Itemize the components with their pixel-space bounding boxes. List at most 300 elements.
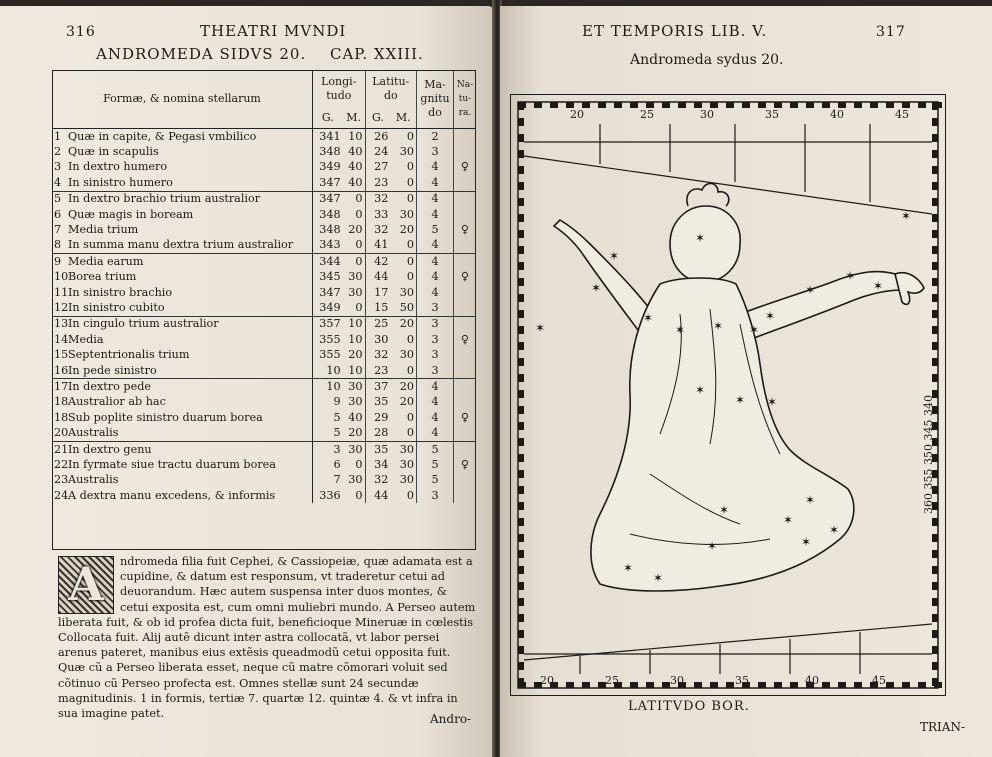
latitude-minutes: 0 — [390, 254, 416, 270]
checker-square — [518, 630, 524, 638]
star-number: 2 — [54, 145, 62, 159]
checker-square — [932, 646, 938, 654]
header-longitudo: Longi-tudo — [313, 70, 366, 107]
longitude-degrees: 355 — [313, 347, 343, 362]
star-name-cell — [52, 379, 313, 395]
star-name-cell — [52, 316, 313, 332]
longitude-degrees: 345 — [313, 270, 343, 285]
nature: ♀ — [454, 270, 477, 285]
checker-square — [518, 262, 524, 270]
bottom-scale-4: 35 — [735, 674, 749, 687]
svg-text:✶: ✶ — [718, 503, 730, 517]
table-row — [52, 144, 476, 159]
longitude-minutes: 40 — [348, 160, 363, 174]
nature — [454, 425, 477, 441]
commentary-paragraph — [58, 554, 476, 721]
svg-text:✶: ✶ — [872, 279, 884, 293]
decorated-initial: A — [58, 556, 114, 614]
checker-square — [932, 358, 938, 366]
longitude-minutes: 30 — [343, 441, 365, 457]
checker-square — [886, 682, 894, 688]
star-name: Quæ in scapulis — [68, 145, 159, 159]
checker-square — [694, 682, 702, 688]
checker-square — [854, 682, 862, 688]
checker-square — [854, 102, 862, 108]
bottom-scale-1: 20 — [540, 674, 554, 687]
checker-square — [932, 230, 938, 238]
right-subhead: Andromeda sydus 20. — [630, 52, 784, 68]
star-name-cell — [52, 207, 313, 222]
checker-square — [518, 310, 524, 318]
catchword-left: Andro- — [430, 712, 472, 726]
checker-square — [932, 198, 938, 206]
checker-square — [932, 582, 938, 590]
star-name: In dextro humero — [68, 160, 168, 174]
star-number: 21 — [54, 442, 69, 456]
checker-square — [932, 342, 938, 350]
checker-square — [932, 518, 938, 526]
longitude-degrees: 5 — [313, 425, 343, 441]
latitude-minutes: 0 — [406, 363, 414, 377]
longitude-degrees: 355 — [313, 332, 343, 347]
nature — [454, 175, 477, 191]
table-row — [52, 207, 476, 222]
star-name: Quæ in capite, & Pegasi vmbilico — [68, 129, 257, 143]
latitude-degrees: 35 — [365, 441, 390, 457]
latitude-degrees: 28 — [365, 425, 390, 441]
latitude-minutes: 0 — [406, 332, 414, 346]
star-number: 18 — [54, 410, 69, 424]
svg-text:✶: ✶ — [844, 269, 856, 283]
magnitude: 4 — [417, 425, 454, 441]
checker-square — [518, 582, 524, 590]
longitude-degrees: 348 — [313, 222, 343, 237]
star-name-cell — [52, 175, 313, 191]
nature — [454, 129, 477, 145]
andromeda-figure — [554, 183, 924, 591]
star-catalogue-table — [52, 70, 476, 503]
checker-square — [518, 166, 524, 174]
longitude-minutes: 10 — [343, 316, 365, 332]
longitude-minutes: 0 — [343, 254, 365, 270]
star-name: Septentrionalis trium — [68, 348, 190, 362]
checker-square — [870, 102, 878, 108]
star-name: In dextro pede — [68, 379, 151, 393]
longitude-minutes: 20 — [348, 223, 363, 237]
bottom-scale-2: 25 — [605, 674, 619, 687]
sub-m: M. — [390, 107, 416, 128]
star-number: 9 — [54, 254, 62, 268]
checker-square — [932, 118, 938, 126]
star-number: 22 — [54, 457, 69, 471]
latitude-minutes: 0 — [406, 426, 414, 440]
checker-square — [518, 550, 524, 558]
table-row — [52, 222, 476, 237]
checker-square — [534, 102, 542, 108]
checker-square — [518, 534, 524, 542]
magnitude: 5 — [417, 457, 454, 472]
nature — [454, 347, 477, 362]
nature — [454, 395, 477, 410]
latitude-minutes: 0 — [406, 160, 414, 174]
checker-square — [518, 502, 524, 510]
star-number: 24 — [54, 488, 69, 502]
star-name: In dextro brachio trium australior — [68, 192, 261, 206]
star-name-cell — [52, 488, 313, 503]
latitude-degrees: 24 — [365, 144, 390, 159]
bottom-caption: LATITVDO BOR. — [628, 699, 750, 714]
star-name-cell — [52, 144, 313, 159]
checker-square — [518, 182, 524, 190]
checker-square — [630, 682, 638, 688]
checker-square — [518, 118, 524, 126]
nature — [454, 238, 477, 254]
checker-square — [758, 682, 766, 688]
checker-square — [886, 102, 894, 108]
table-row — [52, 129, 476, 145]
table-row — [52, 379, 476, 395]
checker-square — [932, 214, 938, 222]
checker-square — [774, 682, 782, 688]
checker-square — [932, 566, 938, 574]
star-number: 13 — [54, 317, 69, 331]
page-number-right: 317 — [876, 24, 906, 40]
bottom-scale-3: 30 — [670, 674, 684, 687]
checker-square — [838, 682, 846, 688]
table-row — [52, 254, 476, 270]
star-number: 12 — [54, 300, 69, 314]
nature — [454, 191, 477, 207]
latitude-minutes: 0 — [406, 270, 414, 284]
star-name: Media — [68, 332, 104, 346]
star-number: 5 — [54, 192, 62, 206]
svg-text:✶: ✶ — [706, 539, 718, 553]
checker-square — [550, 102, 558, 108]
longitude-minutes: 20 — [348, 348, 363, 362]
right-scale-labels: 360 355 350 345 340 — [922, 395, 935, 514]
checker-square — [518, 662, 524, 670]
latitude-degrees: 41 — [365, 238, 390, 254]
star-number: 17 — [54, 379, 69, 393]
magnitude: 3 — [417, 347, 454, 362]
latitude-minutes: 0 — [406, 238, 414, 252]
checker-square — [902, 682, 910, 688]
nature — [454, 207, 477, 222]
nature — [454, 363, 477, 379]
longitude-degrees: 347 — [313, 175, 343, 191]
longitude-degrees: 357 — [313, 316, 343, 332]
checker-square — [518, 102, 524, 110]
star-number: 16 — [54, 363, 69, 377]
star-name: In pede sinistro — [68, 363, 157, 377]
longitude-minutes: 30 — [343, 379, 365, 395]
top-scale-3: 30 — [700, 108, 714, 121]
checker-square — [518, 406, 524, 414]
svg-text:✶: ✶ — [534, 321, 546, 335]
star-name-cell — [52, 363, 313, 379]
subhead-title: ANDROMEDA SIDVS 20. — [96, 45, 307, 63]
checker-square — [518, 342, 524, 350]
table-row — [52, 175, 476, 191]
left-checker-border — [518, 102, 524, 686]
star-name-cell — [52, 395, 313, 410]
longitude-degrees: 6 — [313, 457, 343, 472]
latitude-minutes: 0 — [406, 488, 414, 502]
latitude-degrees: 37 — [365, 379, 390, 395]
table-row — [52, 300, 476, 316]
checker-square — [932, 182, 938, 190]
checker-square — [518, 422, 524, 430]
table-row — [52, 332, 476, 347]
checker-square — [518, 246, 524, 254]
svg-text:✶: ✶ — [734, 393, 746, 407]
magnitude: 3 — [417, 316, 454, 332]
table-row — [52, 395, 476, 410]
right-page — [500, 6, 992, 757]
checker-square — [932, 598, 938, 606]
checker-square — [932, 662, 938, 670]
longitude-degrees: 349 — [313, 300, 343, 316]
checker-square — [662, 682, 670, 688]
checker-square — [790, 102, 798, 108]
latitude-degrees: 27 — [365, 160, 390, 175]
longitude-minutes: 40 — [348, 175, 363, 189]
table-row — [52, 457, 476, 472]
top-scale-4: 35 — [765, 108, 779, 121]
latitude-minutes: 30 — [390, 441, 416, 457]
bottom-scale-5: 40 — [805, 674, 819, 687]
checker-square — [662, 102, 670, 108]
nature — [454, 316, 477, 332]
latitude-degrees: 32 — [365, 473, 390, 488]
checker-square — [518, 390, 524, 398]
longitude-minutes: 0 — [355, 207, 363, 221]
table-row — [52, 425, 476, 441]
checker-square — [932, 102, 938, 110]
star-name: Media trium — [68, 223, 139, 237]
longitude-degrees: 10 — [313, 379, 343, 395]
longitude-minutes: 40 — [348, 145, 363, 159]
magnitude: 3 — [417, 332, 454, 347]
nature — [454, 488, 477, 503]
latitude-degrees: 35 — [365, 395, 390, 410]
star-number: 18 — [54, 395, 69, 409]
checker-square — [518, 294, 524, 302]
table-body — [52, 129, 476, 504]
latitude-degrees: 26 — [365, 129, 390, 145]
sub-g: G. — [313, 107, 343, 128]
star-number: 20 — [54, 426, 69, 440]
subhead-chapter: CAP. XXIII. — [330, 45, 424, 63]
running-head-right: ET TEMPORIS LIB. V. — [582, 22, 768, 40]
longitude-degrees: 341 — [313, 129, 343, 145]
table-row — [52, 473, 476, 488]
star-name: Media earum — [68, 254, 144, 268]
checker-square — [598, 102, 606, 108]
figure-hair — [687, 183, 729, 206]
latitude-minutes: 30 — [399, 285, 414, 299]
latitude-minutes: 0 — [406, 175, 414, 189]
table-row — [52, 488, 476, 503]
checker-square — [726, 102, 734, 108]
star-name-cell — [52, 254, 313, 270]
longitude-minutes: 10 — [348, 129, 363, 143]
magnitude: 4 — [417, 395, 454, 410]
magnitude: 4 — [417, 379, 454, 395]
latitude-minutes: 30 — [399, 457, 414, 471]
latitude-degrees: 23 — [365, 363, 390, 379]
longitude-minutes: 30 — [348, 270, 363, 284]
longitude-degrees: 347 — [313, 191, 343, 207]
longitude-degrees: 348 — [313, 207, 343, 222]
checker-square — [518, 614, 524, 622]
checker-square — [932, 150, 938, 158]
checker-square — [646, 682, 654, 688]
table-row — [52, 285, 476, 300]
checker-square — [614, 102, 622, 108]
checker-square — [518, 214, 524, 222]
nature — [454, 300, 477, 316]
checker-square — [918, 682, 926, 688]
nature — [454, 441, 477, 457]
checker-square — [932, 278, 938, 286]
nature — [454, 254, 477, 270]
checker-square — [932, 166, 938, 174]
star-number: 6 — [54, 207, 62, 221]
checker-square — [932, 294, 938, 302]
latitude-minutes: 0 — [406, 410, 414, 424]
magnitude: 3 — [417, 144, 454, 159]
checker-square — [518, 486, 524, 494]
magnitude: 5 — [417, 441, 454, 457]
svg-text:✶: ✶ — [590, 281, 602, 295]
star-name: In summa manu dextra trium australior — [68, 238, 294, 252]
checker-square — [582, 682, 590, 688]
svg-text:✶: ✶ — [608, 249, 620, 263]
longitude-degrees: 5 — [313, 410, 343, 425]
latitude-minutes: 20 — [399, 223, 414, 237]
top-scale-2: 25 — [640, 108, 654, 121]
longitude-minutes: 0 — [355, 300, 363, 314]
checker-square — [518, 438, 524, 446]
checker-square — [518, 198, 524, 206]
longitude-minutes: 0 — [355, 238, 363, 252]
checker-square — [932, 630, 938, 638]
header-names: Formæ, & nomina stellarum — [52, 70, 313, 129]
checker-square — [806, 102, 814, 108]
longitude-minutes: 0 — [355, 488, 363, 502]
latitude-degrees: 33 — [365, 207, 390, 222]
checker-square — [932, 550, 938, 558]
table-row — [52, 441, 476, 457]
star-name-cell — [52, 457, 313, 472]
checker-square — [518, 326, 524, 334]
latitude-minutes: 0 — [390, 191, 416, 207]
svg-text:✶: ✶ — [622, 561, 634, 575]
magnitude: 5 — [417, 473, 454, 488]
star-name-cell — [52, 129, 313, 145]
magnitude: 5 — [417, 222, 454, 237]
table-row — [52, 316, 476, 332]
checker-square — [790, 682, 798, 688]
magnitude: 4 — [417, 270, 454, 285]
header-magnitudo: Ma-gnitu do — [417, 70, 454, 129]
latitude-degrees: 30 — [365, 332, 390, 347]
star-name-cell — [52, 222, 313, 237]
longitude-degrees: 348 — [313, 144, 343, 159]
star-number: 10 — [54, 270, 69, 284]
longitude-degrees: 343 — [313, 238, 343, 254]
table-row — [52, 363, 476, 379]
checker-square — [518, 518, 524, 526]
star-number: 1 — [54, 129, 62, 143]
star-name: Australis — [68, 426, 119, 440]
longitude-minutes: 10 — [348, 363, 363, 377]
checker-square — [518, 230, 524, 238]
star-name-cell — [52, 441, 313, 457]
svg-text:✶: ✶ — [804, 283, 816, 297]
checker-square — [518, 470, 524, 478]
latitude-minutes: 20 — [390, 379, 416, 395]
table-row — [52, 410, 476, 425]
star-number: 11 — [54, 285, 69, 299]
nature — [454, 473, 477, 488]
nature: ♀ — [454, 222, 477, 237]
longitude-minutes: 30 — [348, 395, 363, 409]
top-scale-5: 40 — [830, 108, 844, 121]
checker-square — [518, 358, 524, 366]
latitude-degrees: 17 — [365, 285, 390, 300]
star-name: In sinistro brachio — [68, 285, 173, 299]
star-name-cell — [52, 238, 313, 254]
checker-square — [518, 374, 524, 382]
checker-square — [518, 598, 524, 606]
checker-square — [710, 682, 718, 688]
latitude-degrees: 29 — [365, 410, 390, 425]
checker-square — [518, 646, 524, 654]
magnitude: 3 — [417, 488, 454, 503]
magnitude: 4 — [417, 175, 454, 191]
svg-text:✶: ✶ — [674, 323, 686, 337]
latitude-degrees: 23 — [365, 175, 390, 191]
longitude-degrees: 7 — [313, 473, 343, 488]
sub-g: G. — [365, 107, 390, 128]
latitude-degrees: 42 — [365, 254, 390, 270]
figure-head — [670, 206, 740, 282]
latitude-minutes: 30 — [399, 207, 414, 221]
svg-text:✶: ✶ — [652, 571, 664, 585]
star-name: A dextra manu excedens, & informis — [68, 488, 276, 502]
latitude-minutes: 30 — [399, 348, 414, 362]
svg-text:✶: ✶ — [900, 209, 912, 223]
longitude-degrees: 9 — [313, 395, 343, 410]
right-checker-border — [932, 102, 938, 686]
longitude-minutes: 10 — [348, 332, 363, 346]
star-number: 15 — [54, 348, 69, 362]
star-name: Australior ab hac — [68, 395, 166, 409]
longitude-degrees: 3 — [313, 441, 343, 457]
star-number: 4 — [54, 175, 62, 189]
checker-square — [742, 102, 750, 108]
nature — [454, 379, 477, 395]
checker-square — [822, 682, 830, 688]
svg-text:✶: ✶ — [766, 395, 778, 409]
checker-square — [932, 262, 938, 270]
checker-square — [566, 682, 574, 688]
star-name-cell — [52, 191, 313, 207]
table-row — [52, 347, 476, 362]
longitude-degrees: 344 — [313, 254, 343, 270]
